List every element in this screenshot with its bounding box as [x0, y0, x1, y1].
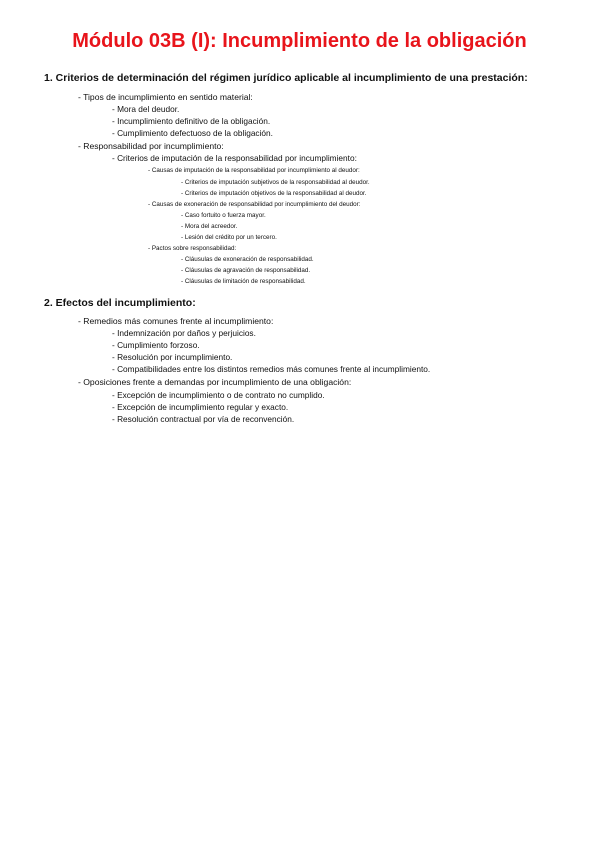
outline-item: - Caso fortuito o fuerza mayor.	[181, 212, 266, 219]
outline-item: - Resolución por incumplimiento.	[112, 352, 233, 362]
outline-item: - Tipos de incumplimiento en sentido material:	[78, 92, 253, 102]
section-heading-1: 1. Criterios de determinación del régimen jurídico aplicable al incumplimiento de una prestación:	[44, 72, 528, 84]
outline-item: - Causas de exoneración de responsabilidad por incumplimiento del deudor:	[148, 201, 361, 208]
outline-item: - Cláusulas de limitación de responsabilidad.	[181, 278, 306, 285]
outline-item: - Cumplimiento defectuoso de la obligación.	[112, 128, 273, 138]
outline-item: - Mora del acreedor.	[181, 223, 238, 230]
outline-item: - Lesión del crédito por un tercero.	[181, 234, 277, 241]
outline-item: - Cláusulas de exoneración de responsabilidad.	[181, 256, 314, 263]
outline-item: - Cláusulas de agravación de responsabilidad.	[181, 267, 311, 274]
section-heading-2: 2. Efectos del incumplimiento:	[44, 297, 196, 309]
outline-item: - Incumplimiento definitivo de la obligación.	[112, 116, 271, 126]
outline-item: - Compatibilidades entre los distintos remedios más comunes frente al incumplimiento.	[112, 364, 431, 374]
outline-item: - Indemnización por daños y perjuicios.	[112, 328, 256, 338]
page-title: Módulo 03B (I): Incumplimiento de la obligación	[72, 30, 527, 52]
outline-item: - Mora del deudor.	[112, 104, 180, 114]
outline-item: - Responsabilidad por incumplimiento:	[78, 141, 224, 151]
outline-item: - Criterios de imputación objetivos de la responsabilidad al deudor.	[181, 190, 367, 197]
outline-item: - Causas de imputación de la responsabilidad por incumplimiento al deudor:	[148, 167, 360, 174]
outline-item: - Excepción de incumplimiento regular y exacto.	[112, 402, 289, 412]
outline-item: - Pactos sobre responsabilidad:	[148, 245, 237, 252]
outline-item: - Oposiciones frente a demandas por incumplimiento de una obligación:	[78, 377, 352, 387]
outline-item: - Criterios de imputación subjetivos de la responsabilidad al deudor.	[181, 179, 370, 186]
outline-item: - Remedios más comunes frente al incumplimiento:	[78, 316, 274, 326]
outline-item: - Criterios de imputación de la responsabilidad por incumplimiento:	[112, 153, 357, 163]
outline-item: - Excepción de incumplimiento o de contrato no cumplido.	[112, 390, 325, 400]
outline-item: - Resolución contractual por vía de reconvención.	[112, 414, 295, 424]
outline-item: - Cumplimiento forzoso.	[112, 340, 200, 350]
